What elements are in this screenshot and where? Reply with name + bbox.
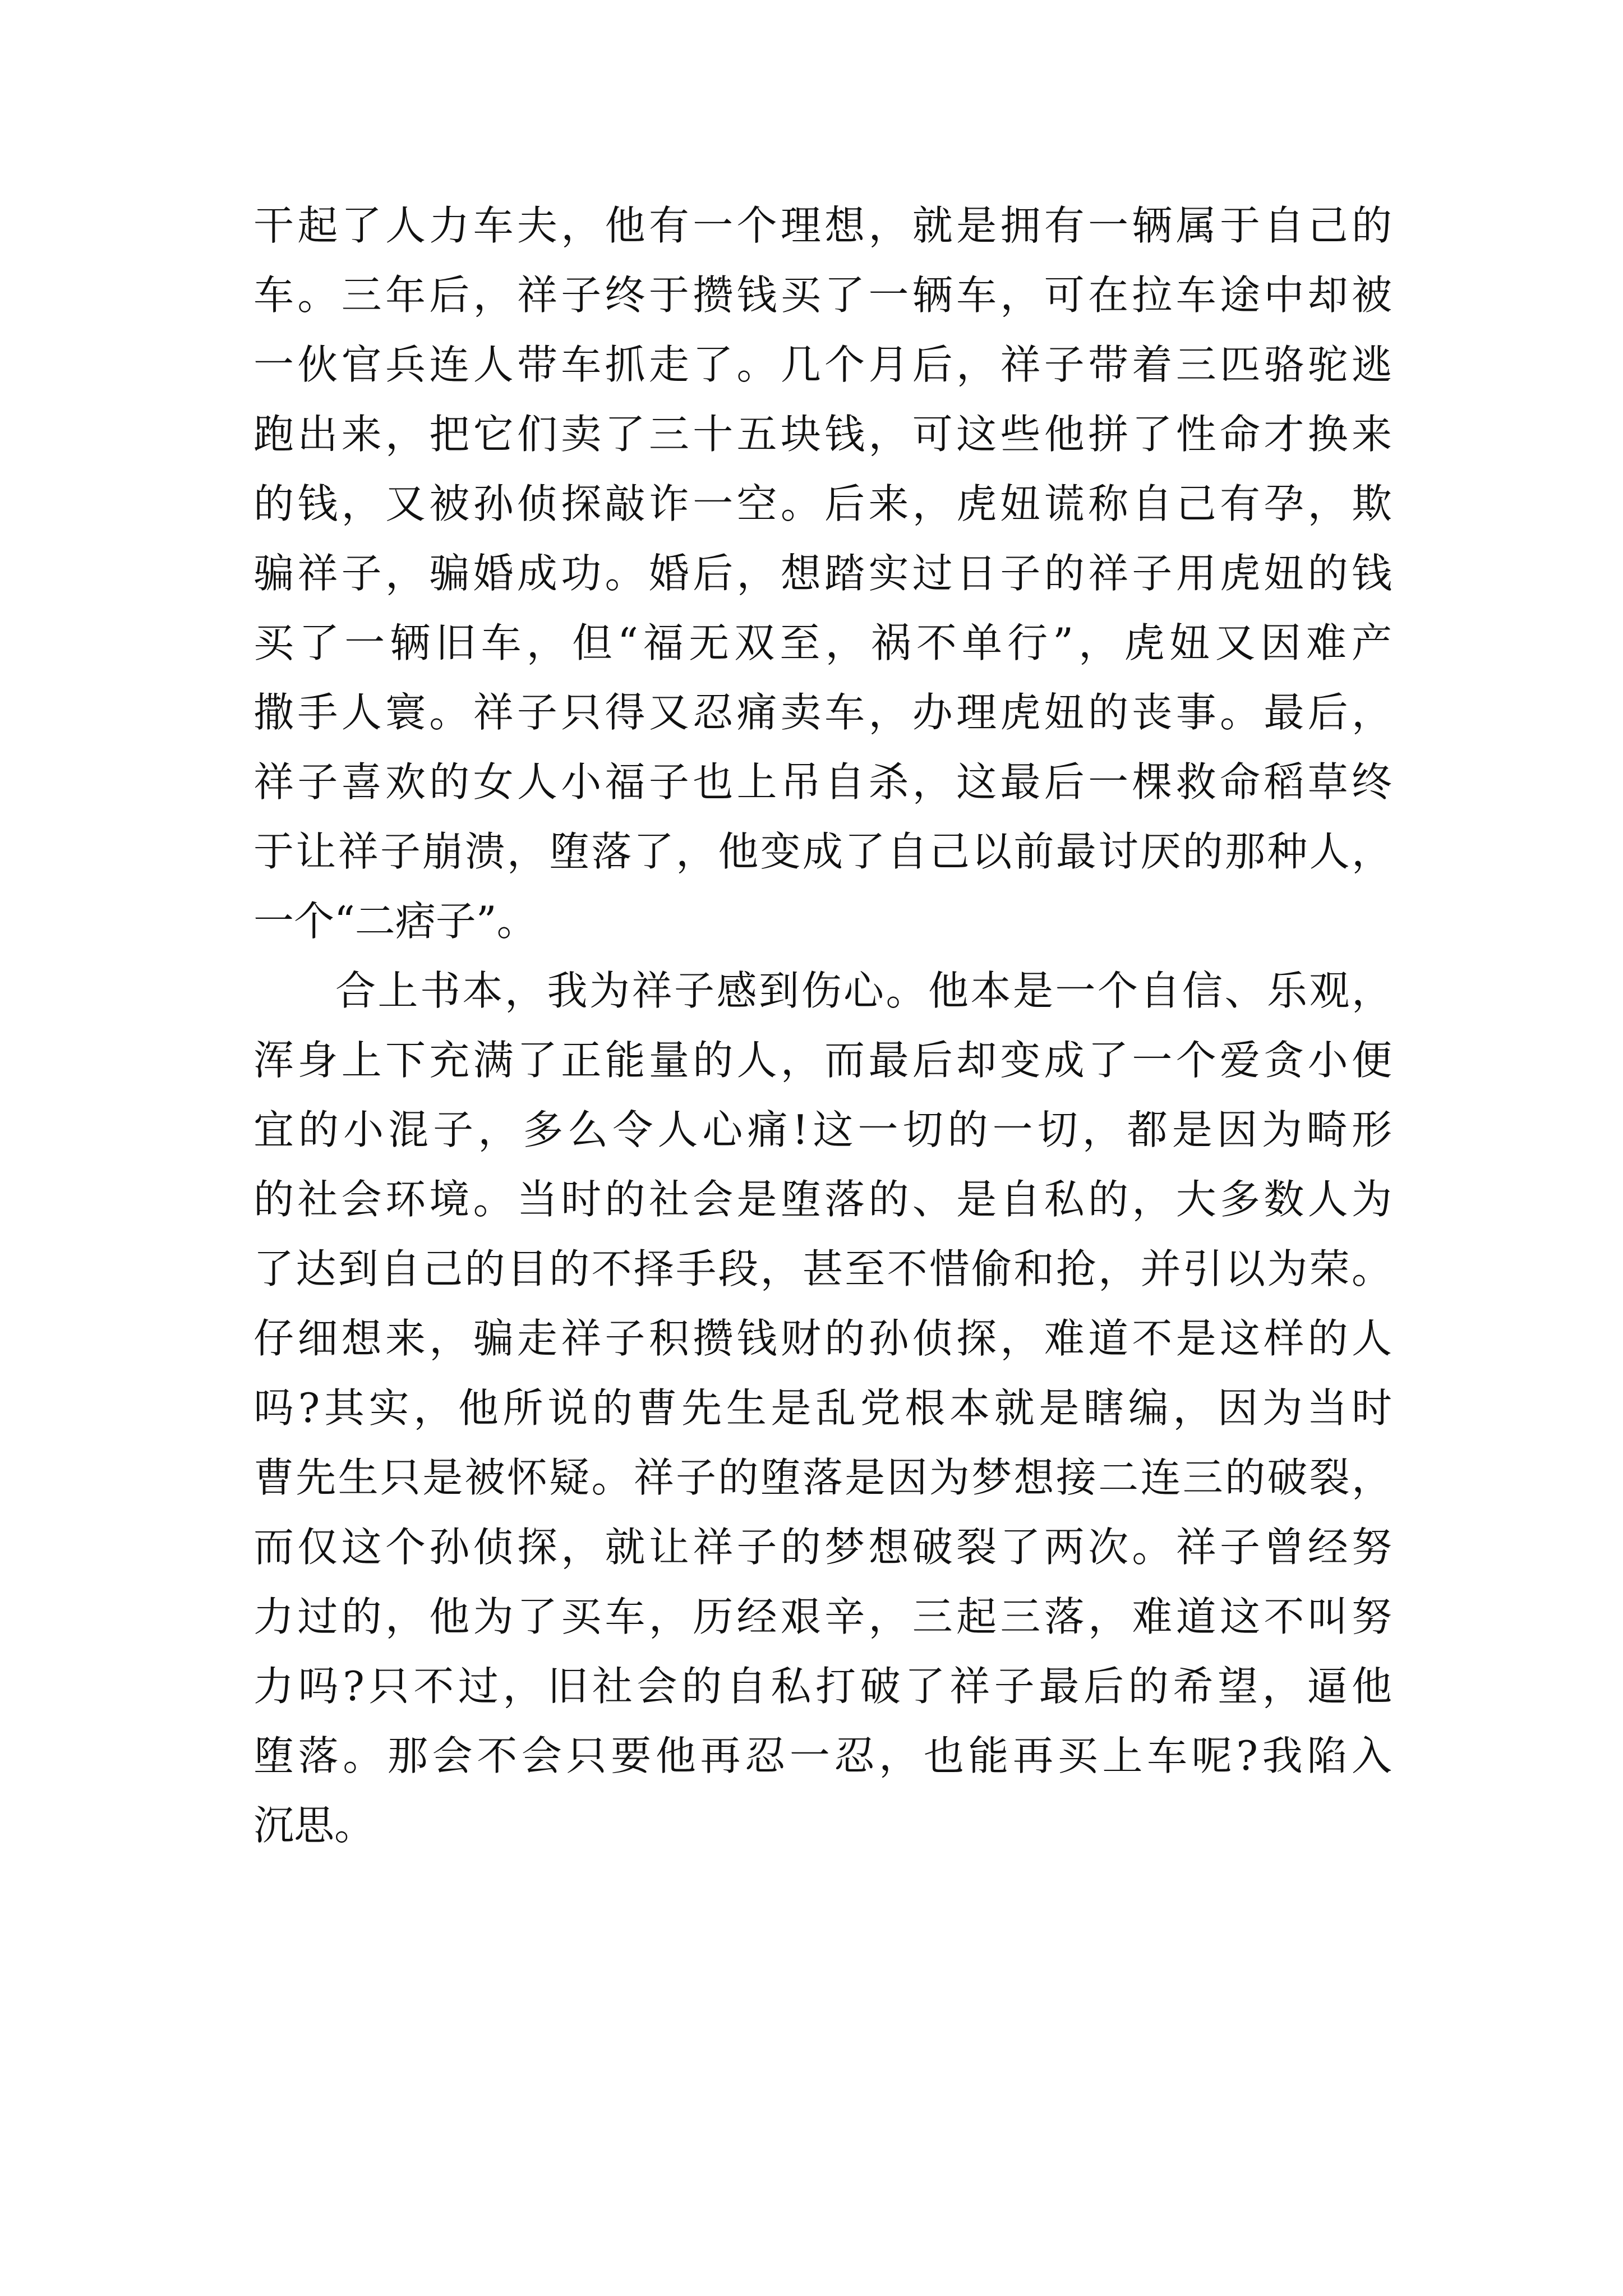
- text-line: 堕落。那会不会只要他再忍一忍，也能再买上车呢?我陷入: [253, 1732, 1392, 1779]
- body-text: [253, 191, 1392, 1860]
- text-line: 浑身上下充满了正能量的人，而最后却变成了一个爱贪小便: [253, 1037, 1392, 1084]
- text-line: 一个“二痞子”。: [253, 898, 537, 945]
- text-line: 的钱，又被孙侦探敲诈一空。后来，虎妞谎称自己有孕，欺: [253, 480, 1392, 527]
- paragraph: [253, 956, 1392, 1860]
- text-line: 一伙官兵连人带车抓走了。几个月后，祥子带着三匹骆驼逃: [253, 341, 1392, 388]
- text-line: 沉思。: [253, 1802, 375, 1849]
- text-line: 的社会环境。当时的社会是堕落的、是自私的，大多数人为: [253, 1176, 1392, 1223]
- text-line: 干起了人力车夫，他有一个理想，就是拥有一辆属于自己的: [253, 202, 1392, 249]
- text-line: 祥子喜欢的女人小福子也上吊自杀，这最后一棵救命稻草终: [253, 758, 1392, 806]
- text-line: 买了一辆旧车，但“福无双至，祸不单行”，虎妞又因难产: [253, 619, 1392, 666]
- text-line: 了达到自己的目的不择手段，甚至不惜偷和抢，并引以为荣。: [253, 1245, 1392, 1292]
- text-line: 曹先生只是被怀疑。祥子的堕落是因为梦想接二连三的破裂，: [253, 1454, 1392, 1501]
- text-line: 撒手人寰。祥子只得又忍痛卖车，办理虎妞的丧事。最后，: [253, 689, 1392, 736]
- text-line: 力吗?只不过，旧社会的自私打破了祥子最后的希望，逼他: [253, 1663, 1392, 1710]
- text-line: 合上书本，我为祥子感到伤心。他本是一个自信、乐观，: [335, 967, 1392, 1014]
- text-line: 仔细想来，骗走祥子积攒钱财的孙侦探，难道不是这样的人: [253, 1315, 1392, 1362]
- text-line: 而仅这个孙侦探，就让祥子的梦想破裂了两次。祥子曾经努: [253, 1524, 1392, 1571]
- text-line: 于让祥子崩溃，堕落了，他变成了自己以前最讨厌的那种人，: [253, 828, 1392, 875]
- text-line: 跑出来，把它们卖了三十五块钱，可这些他拼了性命才换来: [253, 411, 1392, 458]
- text-line: 宜的小混子，多么令人心痛!这一切的一切，都是因为畸形: [253, 1106, 1392, 1153]
- text-line: 车。三年后，祥子终于攒钱买了一辆车，可在拉车途中却被: [253, 272, 1392, 319]
- text-line: 吗?其实，他所说的曹先生是乱党根本就是瞎编，因为当时: [253, 1384, 1392, 1432]
- text-line: 骗祥子，骗婚成功。婚后，想踏实过日子的祥子用虎妞的钱: [253, 550, 1392, 597]
- text-line: 力过的，他为了买车，历经艰辛，三起三落，难道这不叫努: [253, 1593, 1392, 1640]
- paragraph: [253, 191, 1392, 956]
